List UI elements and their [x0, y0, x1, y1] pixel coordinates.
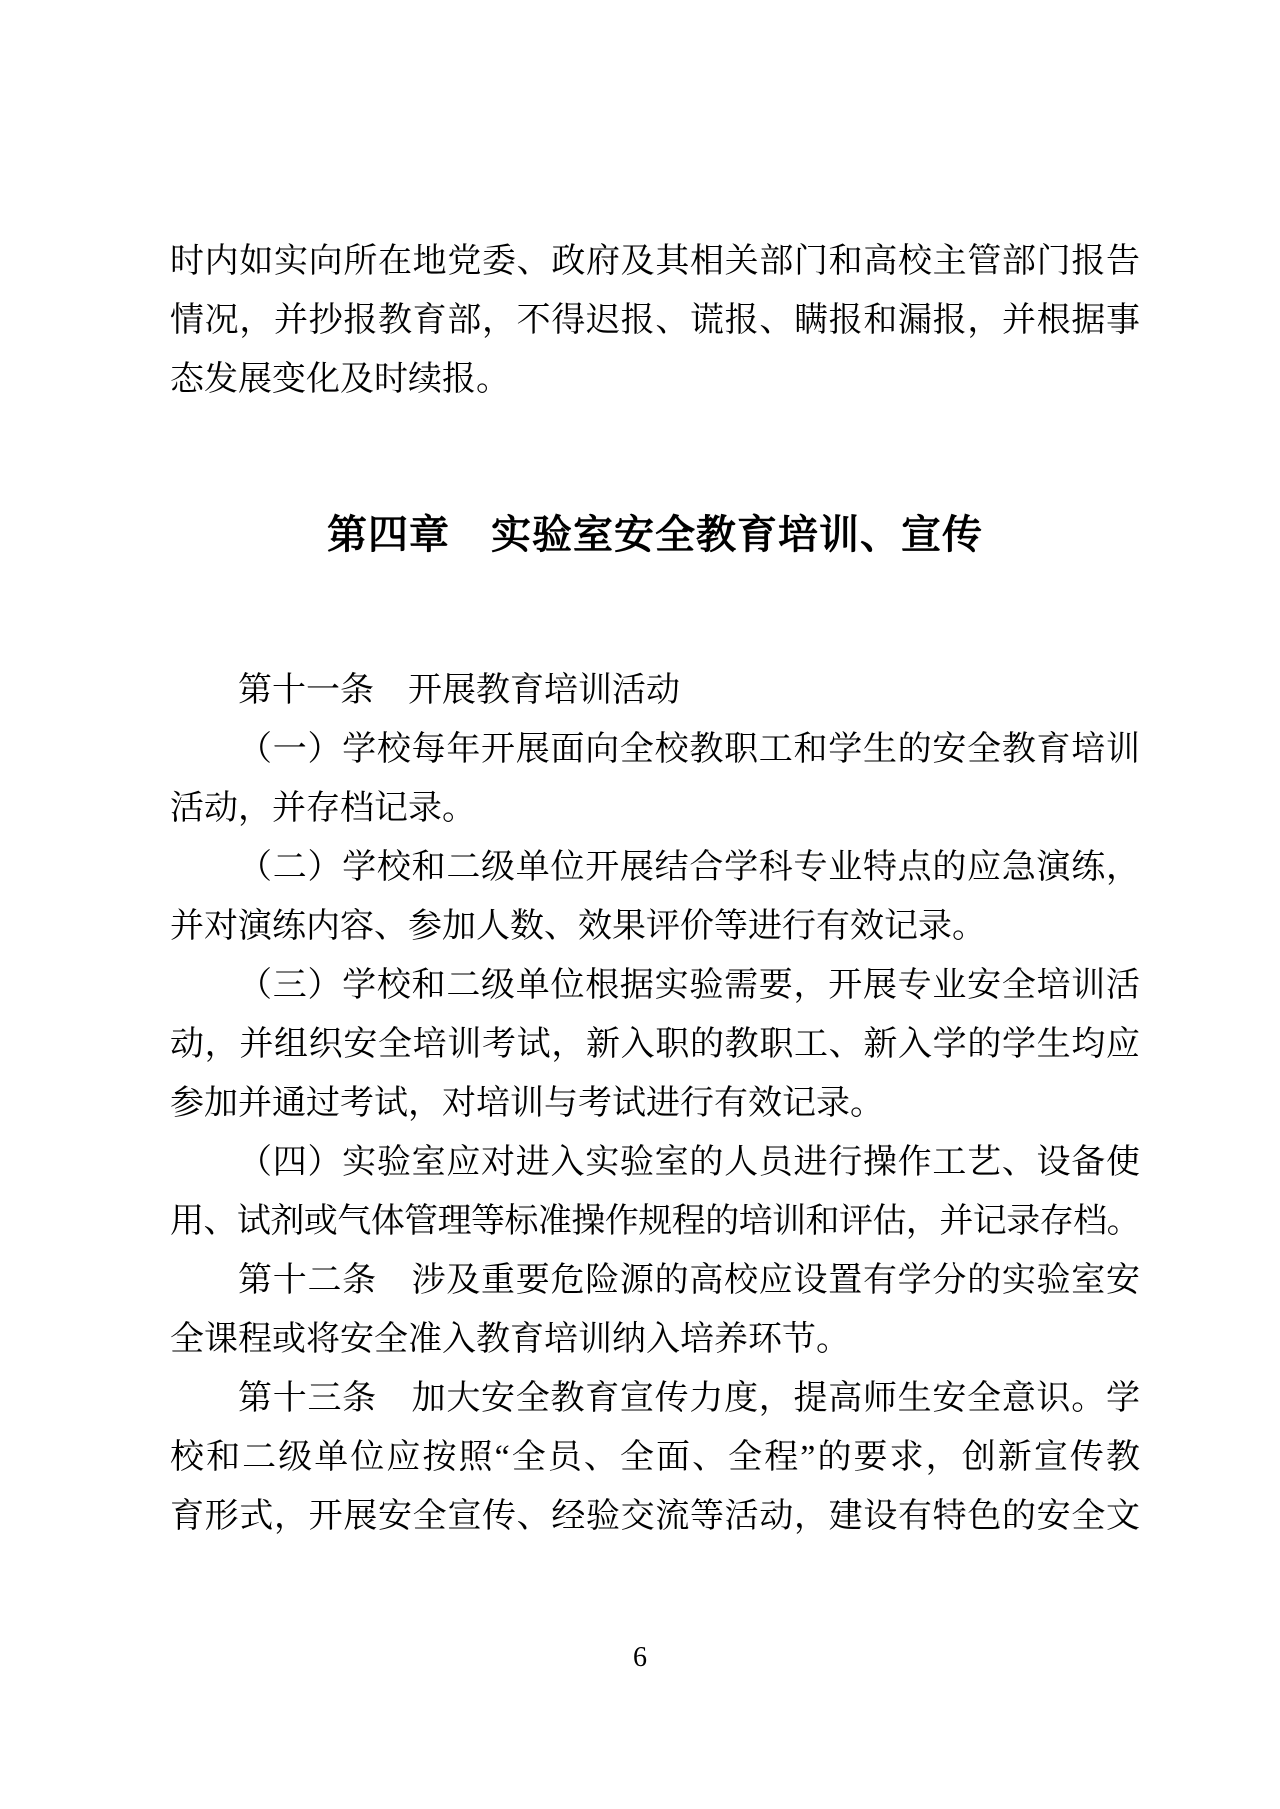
text-line: 第十三条 加大安全教育宣传力度，提高师生安全意识。学	[238, 1380, 1140, 1417]
text-line: （四）实验室应对进入实验室的人员进行操作工艺、设备使	[238, 1144, 1140, 1181]
page-number: 6	[633, 1642, 647, 1673]
text-line: 第十一条 开展教育培训活动	[238, 672, 680, 709]
text-line: 第十二条 涉及重要危险源的高校应设置有学分的实验室安	[238, 1262, 1140, 1299]
body-text	[170, 232, 1140, 1546]
text-line: 时内如实向所在地党委、政府及其相关部门和高校主管部门报告	[170, 243, 1140, 280]
articles-text	[170, 661, 1140, 1546]
text-line: 活动，并存档记录。	[170, 790, 476, 827]
text-line: 全课程或将安全准入教育培训纳入培养环节。	[170, 1321, 850, 1358]
text-line: 态发展变化及时续报。	[170, 361, 510, 398]
text-line: 并对演练内容、参加人数、效果评价等进行有效记录。	[170, 908, 986, 945]
text-line: 情况，并抄报教育部，不得迟报、谎报、瞒报和漏报，并根据事	[170, 302, 1140, 339]
text-line: 校和二级单位应按照“全员、全面、全程”的要求，创新宣传教	[170, 1439, 1140, 1476]
paragraph-continuation	[170, 232, 1140, 409]
text-line: 育形式，开展安全宣传、经验交流等活动，建设有特色的安全文	[170, 1498, 1140, 1535]
text-line: 参加并通过考试，对培训与考试进行有效记录。	[170, 1085, 884, 1122]
text-line: 动，并组织安全培训考试，新入职的教职工、新入学的学生均应	[170, 1026, 1140, 1063]
text-line: （二）学校和二级单位开展结合学科专业特点的应急演练，	[238, 849, 1140, 886]
chapter-heading: 第四章 实验室安全教育培训、宣传	[327, 513, 983, 557]
text-line: （三）学校和二级单位根据实验需要，开展专业安全培训活	[238, 967, 1140, 1004]
text-line: （一）学校每年开展面向全校教职工和学生的安全教育培训	[238, 731, 1140, 768]
text-line: 用、试剂或气体管理等标准操作规程的培训和评估，并记录存档。	[170, 1203, 1140, 1240]
